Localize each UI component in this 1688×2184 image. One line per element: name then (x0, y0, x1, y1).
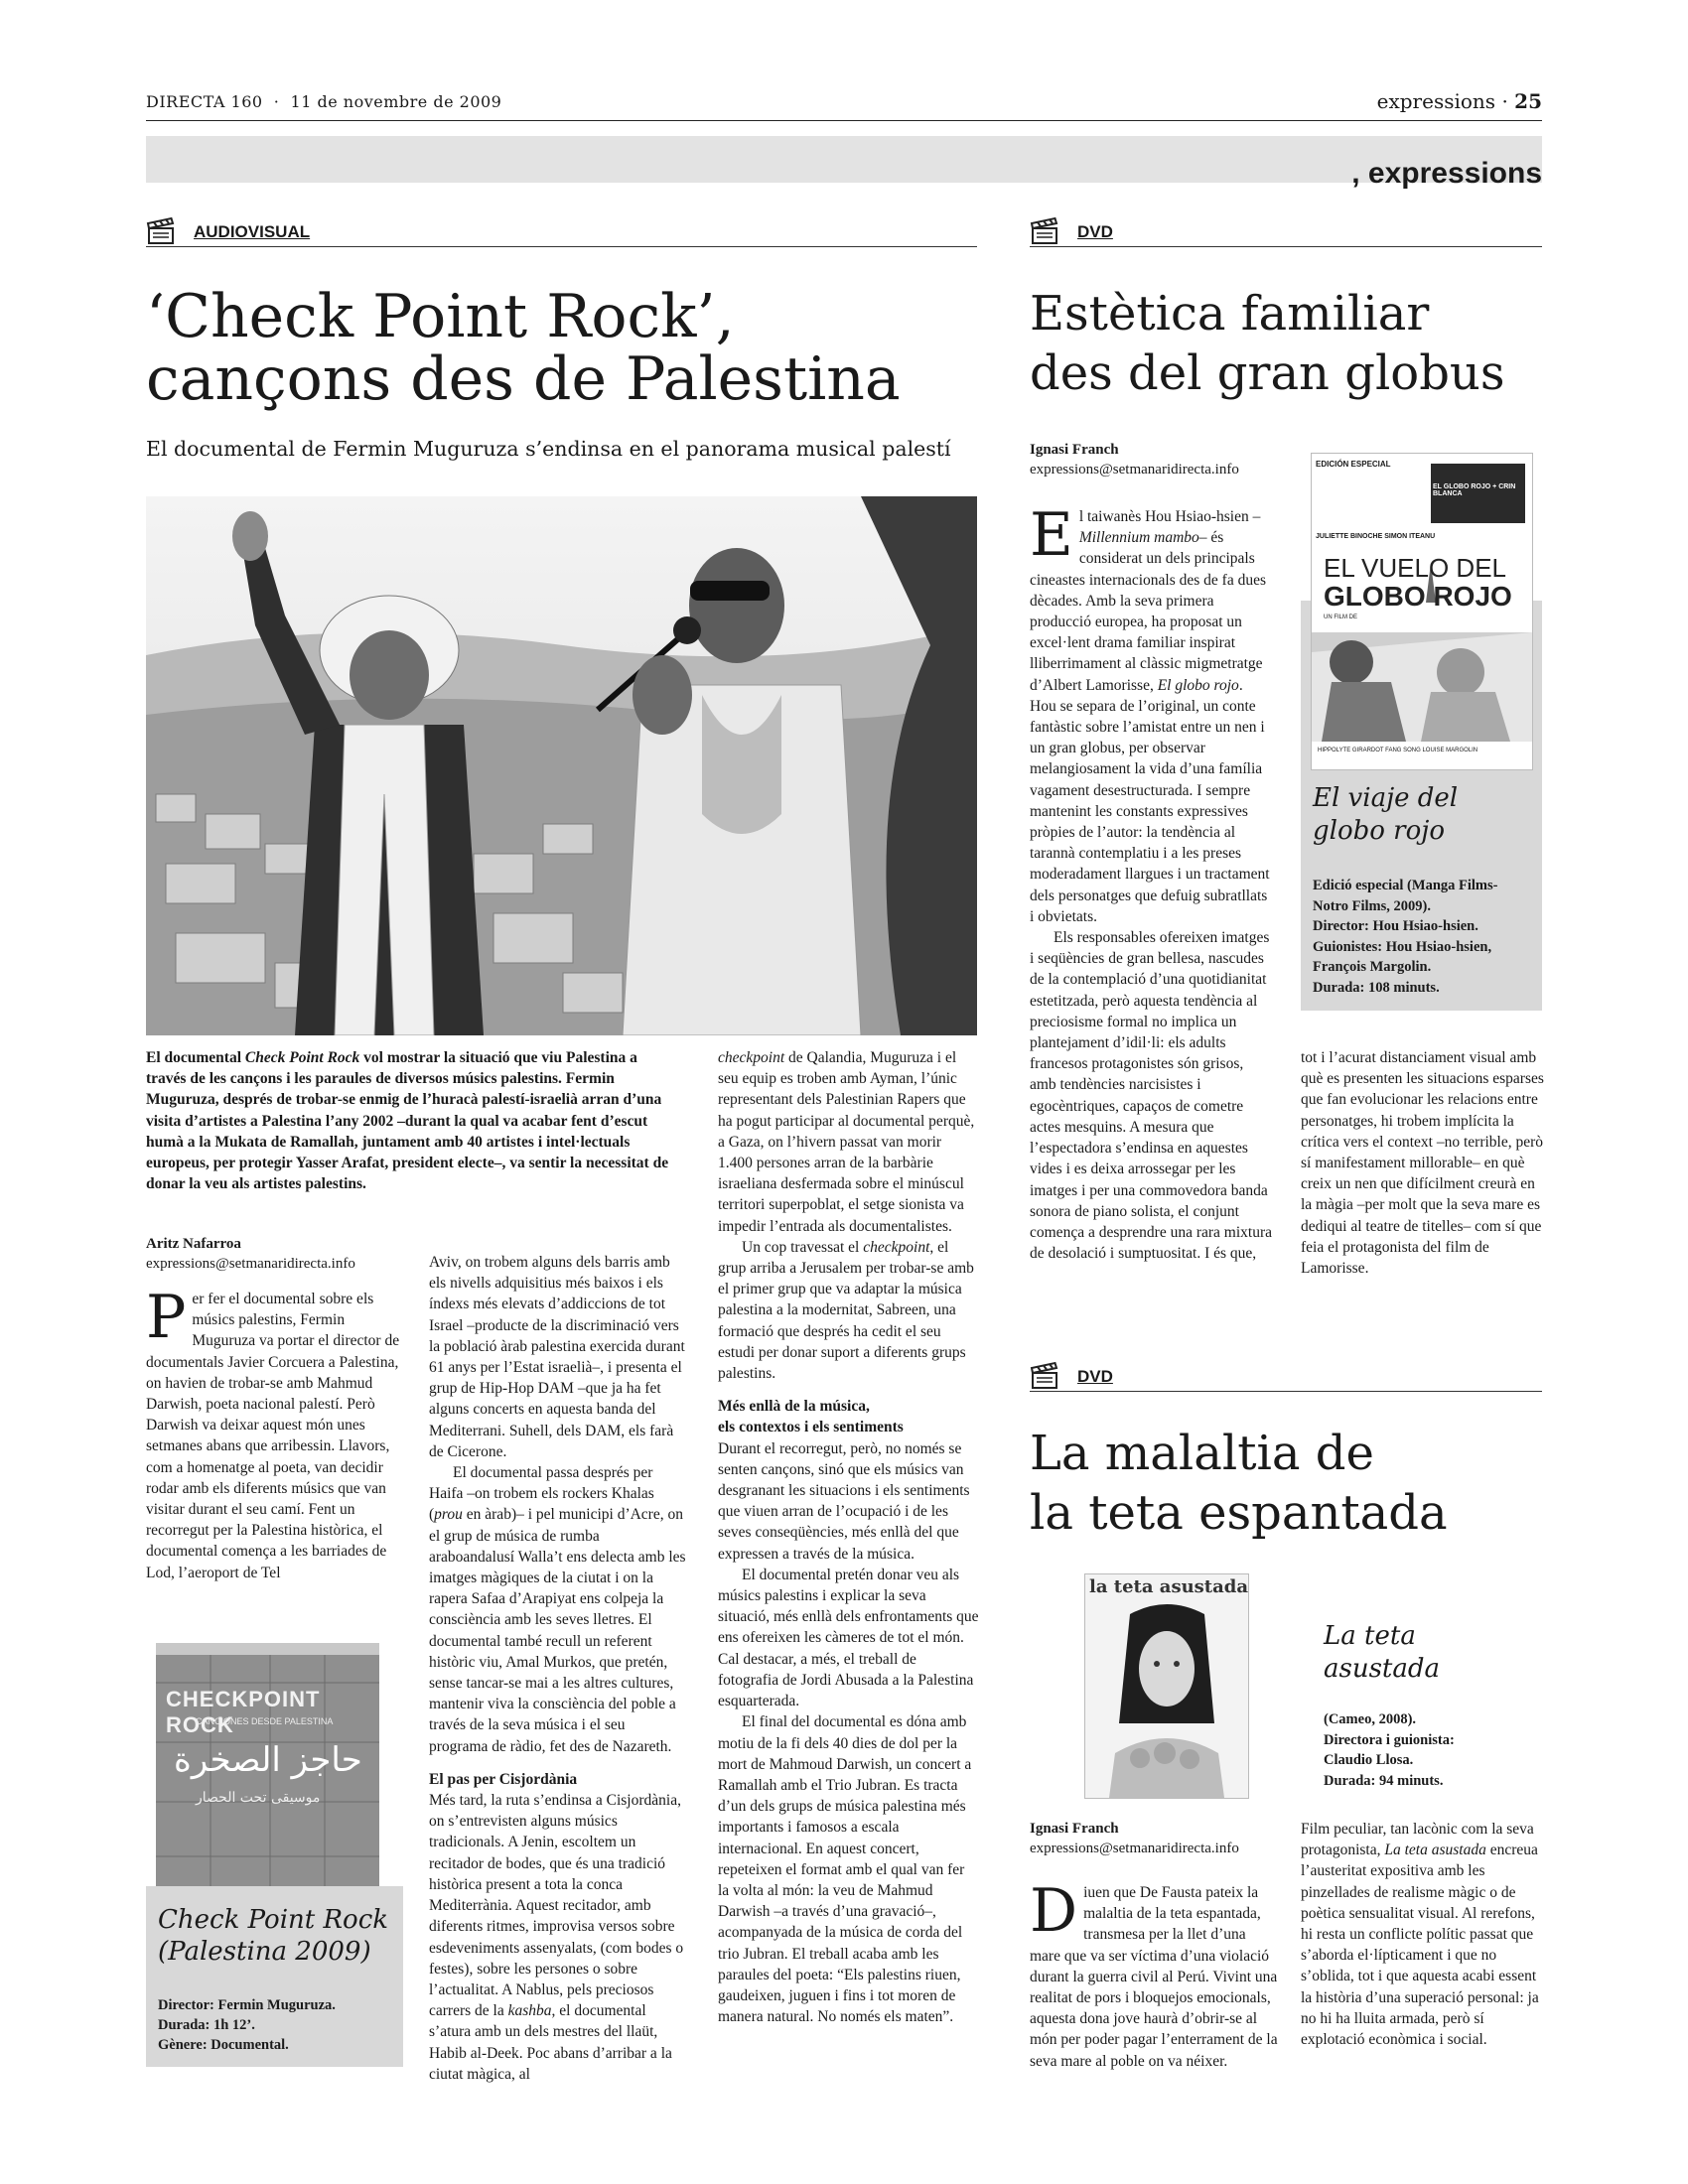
info-box-details: Director: Fermin Muguruza. Durada: 1h 12’. Gènere: Documental. (158, 1997, 336, 2053)
article3-box-title: La teta asustada (1324, 1621, 1441, 1684)
issue-number: DIRECTA 160 (146, 92, 263, 111)
article2-box-details: Edició especial (Manga Films- Notro Films, 2009). Director: Hou Hsiao-hsien. Guionistes: Hou Hsiao-hsien, François Margolin. Durada: 108 minuts. (1313, 878, 1498, 996)
article1-column2: Aviv, on trobem alguns dels barris amb els nivells adquisitius més baixos i els índexs més elevats d’addiccions de tot Israel –producte de la discriminació vers la població àrab palestina exercida durant 61 anys per l’Estat israelià–, i presenta el grup de Hip-Hop DAM –que ja ha fet alguns concerts en aquesta banda del Mediterrani. Suhell, dels DAM, els farà de Cicerone. El documental passa després per Haifa –on trobem els rockers Khalas (prou en àrab)– i pel municipi d’Acre, on el grup de música de rumba araboandalusí Walla’t ens delecta amb les imatges màgiques de la ciutat i on la rapera Safaa d’Arapiyat ens colpeja la consciència amb les seves lletres. El documental també recull un referent històric viu, Amal Murkos, que pretén, sense tancar-se mai a les altres cultures, mantenir viva la consciència del poble a través de la seva música i el seu programa de ràdio, fet des de Nazareth. El pas per Cisjordània Més tard, la ruta s’endinsa a Cisjordània, on s’entrevisten alguns músics tradicionals. A Jenin, escoltem un recitador de bodes, que és una tradició històrica present a tota la conca Mediterrània. Aquest recitador, amb diferents ritmes, improvisa versos sobre esdeveniments assenyalats, (com bodes o festes), sobre les persones o sobre l’actualitat. A Nablus, pels preciosos carrers de la kashba, el documental s’atura amb un dels mestres del llaüt, Habib al-Deek. Poc abans d’arribar a la ciutat màgica, al (429, 1254, 686, 2083)
issue-date: 11 de novembre de 2009 (290, 92, 502, 111)
el-vuelo-cover (1311, 453, 1533, 770)
section-label-text: DVD (1077, 1367, 1113, 1386)
cover-image (1085, 1574, 1248, 1798)
article1-lead: El documental Check Point Rock vol mostrar la situació que viu Palestina a través de les cançons i les paraules de diversos músics palestins. Fermin Muguruza, després de trobar-se enmig de l’huracà palestí-israelià arran d’una visita d’artistes a Palestina l’any 2002 –durant la qual va acabar fent d’escut humà a la Mukata de Ramallah, juntament amb 40 artistes i intel·lectuals europeus, per protegir Yasser Arafat, president electe–, va sentir la necessitat de donar la veu als artistes palestins. (146, 1049, 669, 1193)
article1-subtitle: El documental de Fermin Muguruza s’endinsa en el panorama musical palestí (146, 437, 951, 461)
info-box-title: Check Point Rock (Palestina 2009) (158, 1905, 389, 1967)
article1-photo (146, 496, 977, 1035)
article1-column3: checkpoint de Qalandia, Muguruza i el seu equip es troben amb Ayman, l’únic representant dels Palestinian Rapers que ha pogut participar al documental perquè, a Gaza, on l’hivern passat van morir 1.400 persones arran de la barbàrie israeliana desfermada sobre el minúscul territori superpoblat, el setge sionista va impedir l’entrada als documentalistes. Un cop travessat el checkpoint, el grup arriba a Jerusalem per trobar-se amb el primer grup que va adaptar la música palestina a la modernitat, Sabreen, una formació que després ha cedit el seu estudi per donar suport a diferents grups palestins. Més enllà de la música, els contextos i els sentiments Durant el recorregut, però, no només se senten cançons, sinó que els músics van desgranant les situacions i els sentiments que viuen arran de l’ocupació i de les seves conseqüències, més enllà del que expressen a través de la música. El documental pretén donar veu als músics palestins i explicar la seva situació, més enllà dels enfrontaments que ens ofereixen les càmeres de tot el món. Cal destacar, a més, el treball de fotografia de Jordi Abusada a la Palestina esquarterada. El final del documental es dóna amb motiu de la fi dels 40 dies de dol per la mort de Mahmoud Darwish, un concert a Ramallah amb el Trio Jubran. Es tracta d’un dels grups de música palestina més importants i famosos a escala internacional. En aquest concert, repeteixen el format amb el qual van fer la volta al món: la veu de Mahmud Darwish –a través d’una gravació–, acompanyada de la música de corda del trio Jubran. El treball acaba amb les paraules del poeta: “Els palestins riuen, gaudeixen, juguen i fins i tot moren de manera natural. No només els maten”. (718, 1049, 979, 2026)
la-teta-cover (1084, 1573, 1249, 1799)
section-label-audiovisual (146, 216, 977, 247)
drop-cap: D (1030, 1876, 1078, 1946)
section-title: , expressions (1351, 157, 1542, 190)
poster-arabic-subtitle: موسيقى تحت الحصار (196, 1790, 321, 1806)
section-name: expressions (1376, 89, 1496, 113)
clapperboard-icon (146, 216, 176, 246)
poster-subtitle: CANCIONES DESDE PALESTINA (196, 1716, 334, 1726)
article1-byline (146, 1234, 404, 1274)
cover-title-2: GLOBO ROJO (1324, 581, 1512, 612)
poster-title: CHECKPOINT ROCK (166, 1687, 321, 1737)
poster-arabic-title: حاجز الصخرة (174, 1740, 362, 1780)
article2-box-title: El viaje del globo rojo (1313, 783, 1459, 846)
issue-date-line: DIRECTA 160 · 11 de novembre de 2009 (146, 92, 502, 111)
checkpoint-rock-poster (156, 1643, 379, 1886)
subheading-musica: Més enllà de la música, els contextos i els sentiments (718, 1398, 904, 1436)
article3-column2: Film peculiar, tan lacònic com la seva protagonista, La teta asustada encreua l’austeritat expositiva amb les pinzellades de realisme màgic o de poètica sensualitat visual. Al rerefons, hi resta un conflicte polític passat que s’aborda el·lípticament i que no s’oblida, tot i que aquesta acabi essent la història d’una superació personal: ja no hi ha lluita armada, però sí explotació econòmica i social. (1301, 1821, 1539, 2049)
author-email[interactable]: expressions@setmanaridirecta.info (1030, 462, 1239, 478)
author-name: Ignasi Franch (1030, 442, 1119, 458)
article3-column1: Diuen que De Fausta pateix la malaltia de la teta espantada, transmesa per la llet d’una mare que va ser víctima d’una violació durant la guerra civil al Perú. Vivint una realitat de pors i bloquejos emocionals, aquesta dona jove haurà d’obrir-se al món per poder pagar l’enterrament de la seva mare al poble on va néixer. (1030, 1876, 1278, 2070)
cover-title: la teta asustada (1089, 1576, 1249, 1597)
article3-box-details: (Cameo, 2008). Directora i guionista: Claudio Llosa. Durada: 94 minuts. (1324, 1711, 1455, 1789)
lead-film-title: Check Point Rock (244, 1049, 360, 1066)
section-label-dvd-2 (1030, 1361, 1542, 1392)
author-email[interactable]: expressions@setmanaridirecta.info (146, 1256, 355, 1272)
cover-credits: HIPPOLYTE GIRARDOT FANG SONG LOUISE MARGOLIN (1318, 748, 1478, 753)
section-label-text: AUDIOVISUAL (194, 222, 311, 241)
cover-edition: EDICIÓN ESPECIAL (1316, 460, 1391, 469)
author-name: Ignasi Franch (1030, 1821, 1119, 1837)
cover-box-text: EL GLOBO ROJO + CRIN BLANCA (1433, 483, 1516, 497)
article1-title: ‘Check Point Rock’, cançons des de Palestina (146, 282, 901, 414)
cover-title-1: EL VUELO DEL (1324, 553, 1507, 583)
article1-column1: Per fer el documental sobre els músics palestins, Fermin Muguruza va portar el director de documentals Javier Corcuera a Palestina, on havien de trobar-se amb Mahmud Darwish, poeta nacional palestí. Però Darwish va deixar aquest món unes setmanes abans que arribessin. Llavors, com a homenatge al poeta, van decidir rodar amb els diferents músics que van visitar durant el seu camí. Fent un recorregut per la Palestina històrica, el documental comença a les barriades de Lod, l’aeroport de Tel (146, 1283, 400, 1581)
musicians-photo (146, 496, 977, 1035)
cover-film: UN FILM DE (1324, 614, 1358, 620)
article2-byline (1030, 440, 1288, 479)
cover-actors: JULIETTE BINOCHE SIMON ITEANU (1316, 533, 1436, 540)
header-rule (146, 120, 1542, 121)
author-name: Aritz Nafarroa (146, 1236, 241, 1252)
author-email[interactable]: expressions@setmanaridirecta.info (1030, 1841, 1239, 1856)
drop-cap: P (146, 1283, 187, 1352)
article1-info-box (146, 1886, 403, 2067)
article2-column1: El taiwanès Hou Hsiao-hsien –Millennium mambo– és considerat un dels principals cineastes internacionals des de fa dues dècades. Amb la seva primera producció europea, ha proposat un excel·lent drama familiar inspirat lliberrimament al clàssic migmetratge d’Albert Lamorisse, El globo rojo. Hou se separa de l’original, un conte fantàstic sobre l’amistat entre un nen i un gran globus, per observar melangiosament la vida d’una família vagament desestructurada. I sempre mantenint les constants expressives pròpies de l’autor: la tendència al tarannà contemplatiu i a les preses moderadament llargues i un tractament dels personatges que defuig subratllats i obvietats. Els responsables ofereixen imatges i seqüències de gran bellesa, nascudes de la contemplació d’una quotidianitat estetitzada, però aquesta tendència al preciosisme formal no implica un plantejament d’idil·li: els adults francesos protagonistes són grisos, amb tendències narcisistes i egocèntriques, capaços de cometre actes mesquins. A mesura que l’espectadora s’endinsa en aquestes vides i es deixa arrossegar per les imatges i per una commovedora banda sonora de piano solista, el conjunt comença a desprendre una rara mixtura de desolació i sumptuositat. I és que, (1030, 500, 1272, 1263)
article3-title: La malaltia de la teta espantada (1030, 1426, 1448, 1541)
section-band (146, 136, 1542, 183)
section-label-dvd-1 (1030, 216, 1542, 247)
article2-column2: tot i l’acurat distanciament visual amb què es presenten les situacions esparses que fan evolucionar les relacions entre personatges, hi trobem implícita la crítica vers el context –no terrible, però sí manifestament millorable– en què creix un nen que difícilment creurà en la màgia –per molt que la seva mare es dediqui al teatre de titelles– com sí que feia el protagonista del film de Lamorisse. (1301, 1049, 1544, 1278)
page-folio: expressions · 25 (1376, 89, 1542, 113)
page-number: 25 (1514, 89, 1542, 113)
subheading-cisjordania: El pas per Cisjordània (429, 1770, 578, 1788)
section-label-text: DVD (1077, 222, 1113, 241)
article3-byline (1030, 1819, 1288, 1858)
drop-cap: E (1030, 500, 1073, 570)
clapperboard-icon (1030, 216, 1059, 246)
article2-title: Estètica familiar des del gran globus (1030, 286, 1505, 401)
clapperboard-icon (1030, 1361, 1059, 1391)
